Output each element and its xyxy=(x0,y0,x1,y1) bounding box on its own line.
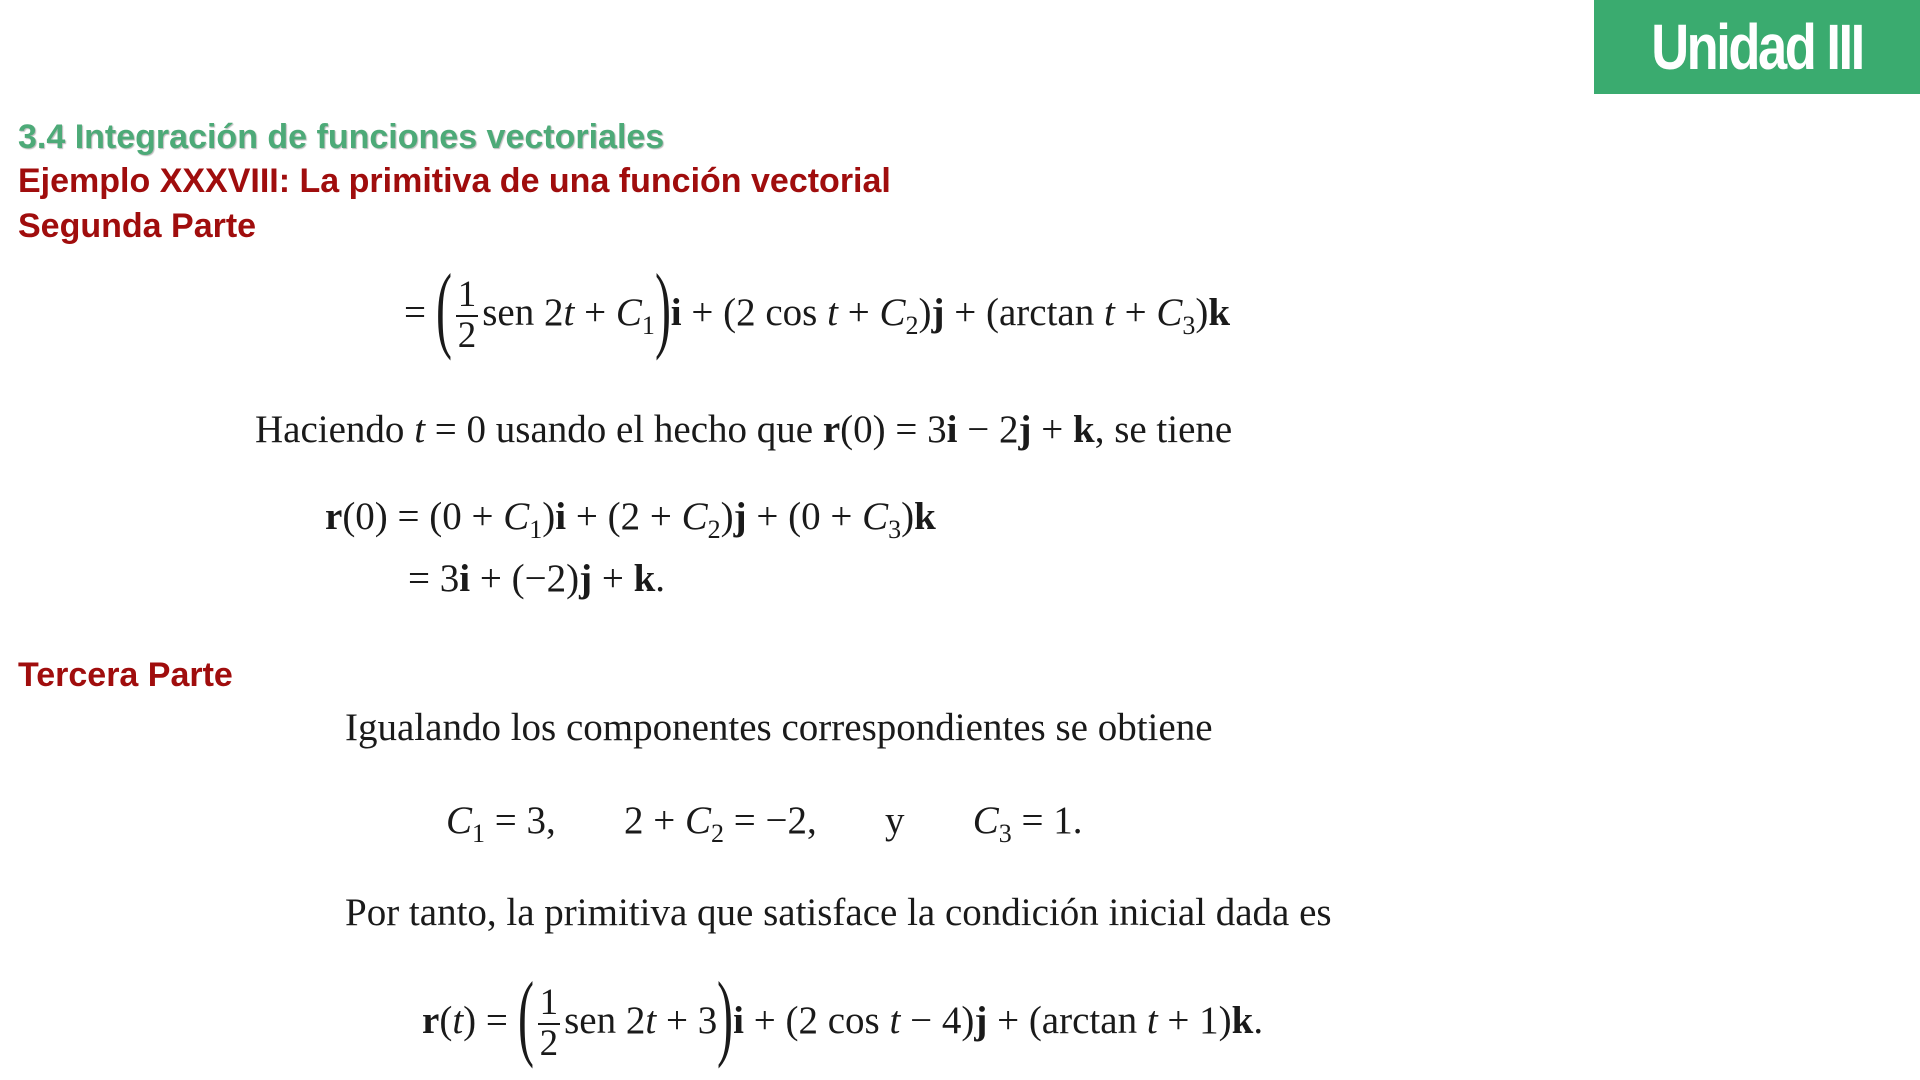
math-text: + 1) xyxy=(1157,998,1232,1042)
math-text: = −2, y xyxy=(724,799,973,842)
math-text: ) xyxy=(720,495,734,538)
big-right-paren: ) xyxy=(654,254,671,361)
math-italic: C xyxy=(685,799,712,842)
math-bold-vector: k xyxy=(1208,290,1231,334)
math-subscript: 3 xyxy=(998,819,1012,848)
math-subscript: 2 xyxy=(707,515,721,544)
math-text: + (2 cos xyxy=(744,998,890,1042)
math-text: sen 2 xyxy=(564,998,646,1042)
math-text: ) xyxy=(901,495,915,538)
math-bold-vector: i xyxy=(670,290,682,334)
math-text: ) xyxy=(1195,290,1209,334)
unit-badge xyxy=(1594,0,1920,94)
math-bold-vector: r xyxy=(822,408,841,451)
equation-r0-line2 xyxy=(408,559,665,598)
fraction-denominator: 2 xyxy=(457,315,477,356)
math-bold-vector: j xyxy=(1018,408,1032,451)
math-bold-vector: k xyxy=(1072,408,1095,451)
math-text: , se tiene xyxy=(1094,408,1233,451)
math-text: + (2 cos xyxy=(681,290,828,334)
fraction xyxy=(538,984,561,1064)
math-italic: t xyxy=(563,290,575,334)
fraction-numerator: 1 xyxy=(539,982,559,1024)
math-subscript: 1 xyxy=(529,515,543,544)
math-italic: C xyxy=(446,799,473,842)
math-text: + xyxy=(574,290,616,334)
math-text: (0) = (0 + xyxy=(342,495,504,538)
math-text: ( xyxy=(439,998,453,1042)
equation-final-primitive xyxy=(422,962,1264,1072)
math-text: = 3, 2 + xyxy=(485,799,686,842)
math-subscript: 2 xyxy=(905,310,919,340)
math-italic: C xyxy=(879,290,906,334)
text-initial-condition xyxy=(255,410,1232,449)
math-bold-vector: i xyxy=(946,408,958,451)
unit-badge-label: Unidad III xyxy=(1651,11,1863,83)
math-text: Haciendo xyxy=(255,408,415,451)
math-italic: C xyxy=(1156,290,1183,334)
equation-constants xyxy=(446,801,1083,847)
text-equating-components xyxy=(345,708,1213,747)
part-three-heading: Tercera Parte xyxy=(18,656,233,694)
math-italic: t xyxy=(414,408,426,451)
math-bold-vector: j xyxy=(733,495,747,538)
math-text: + xyxy=(1031,408,1073,451)
big-left-paren: ( xyxy=(517,962,534,1069)
math-text: ) xyxy=(918,290,932,334)
math-text: sen 2 xyxy=(482,290,564,334)
example-title: Ejemplo XXXVIII: La primitiva de una función vectorial xyxy=(18,162,891,200)
math-subscript: 1 xyxy=(641,310,655,340)
math-text: = 0 usando el hecho que xyxy=(425,408,823,451)
math-italic: C xyxy=(615,290,642,334)
math-italic: C xyxy=(972,799,999,842)
math-text: + (2 + xyxy=(566,495,682,538)
math-text: + xyxy=(837,290,880,334)
fraction-denominator: 2 xyxy=(539,1023,559,1064)
math-bold-vector: i xyxy=(459,557,471,600)
math-text: = 3 xyxy=(408,557,460,600)
math-text: + (−2) xyxy=(470,557,580,600)
math-bold-vector: j xyxy=(579,557,593,600)
math-text: ) xyxy=(542,495,556,538)
math-bold-vector: k xyxy=(633,557,656,600)
equation-r0-line1 xyxy=(325,497,936,543)
math-text: ) = xyxy=(463,998,518,1042)
fraction xyxy=(456,276,479,356)
math-bold-vector: j xyxy=(974,998,988,1042)
math-text: Por tanto, la primitiva que satisface la condición inicial dada es xyxy=(345,891,1332,934)
math-text: − 4) xyxy=(900,998,975,1042)
math-bold-vector: r xyxy=(422,998,440,1042)
math-text: + (arctan xyxy=(987,998,1147,1042)
math-italic: t xyxy=(1146,998,1158,1042)
math-subscript: 1 xyxy=(472,819,486,848)
math-text: + xyxy=(1114,290,1157,334)
section-title: 3.4 Integración de funciones vectoriales xyxy=(18,118,665,156)
math-text: (0) = 3 xyxy=(840,408,947,451)
math-italic: t xyxy=(452,998,464,1042)
math-italic: t xyxy=(889,998,901,1042)
math-bold-vector: i xyxy=(733,998,745,1042)
math-text: . xyxy=(655,557,666,600)
math-italic: C xyxy=(681,495,708,538)
math-bold-vector: k xyxy=(914,495,936,538)
math-bold-vector: r xyxy=(325,495,343,538)
fraction-numerator: 1 xyxy=(457,274,477,316)
math-text: Igualando los componentes correspondientes se obtiene xyxy=(345,706,1213,749)
math-text: = xyxy=(404,290,436,334)
math-italic: t xyxy=(827,290,838,334)
big-right-paren: ) xyxy=(717,962,734,1069)
math-text: + (arctan xyxy=(944,290,1104,334)
math-bold-vector: j xyxy=(931,290,945,334)
math-text: . xyxy=(1253,998,1264,1042)
part-two-heading: Segunda Parte xyxy=(18,207,257,245)
math-subscript: 2 xyxy=(711,819,725,848)
math-bold-vector: k xyxy=(1231,998,1254,1042)
math-text: = 1. xyxy=(1011,799,1083,842)
math-italic: t xyxy=(1103,290,1115,334)
math-text: + xyxy=(592,557,634,600)
math-italic: C xyxy=(503,495,530,538)
math-text: + 3 xyxy=(656,998,718,1042)
math-text: − 2 xyxy=(957,408,1019,451)
math-italic: t xyxy=(645,998,657,1042)
text-therefore xyxy=(345,893,1332,932)
math-subscript: 3 xyxy=(1182,310,1196,340)
math-italic: C xyxy=(862,495,889,538)
math-subscript: 3 xyxy=(888,515,902,544)
math-bold-vector: i xyxy=(555,495,567,538)
big-left-paren: ( xyxy=(435,254,452,361)
equation-general-primitive xyxy=(404,254,1231,364)
math-text: + (0 + xyxy=(746,495,863,538)
